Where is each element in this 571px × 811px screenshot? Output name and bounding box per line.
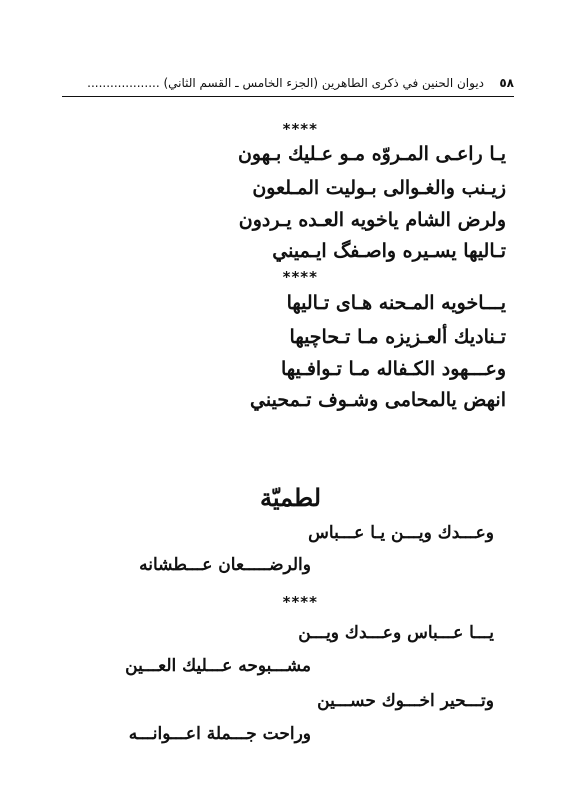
verse-line: تـناديك ألعـزيزه مـا تـحاچيها xyxy=(289,326,506,348)
verse-line: وتـــحير اخـــوك حســـين xyxy=(317,691,494,711)
verse-line: زيـنب والغـوالى بـوليت المـلعون xyxy=(252,177,506,199)
page-number: ٥٨ xyxy=(499,76,514,90)
page-header xyxy=(62,70,514,96)
header-rule xyxy=(62,96,514,97)
verse-line: وراحت جـــملة اعـــوانـــه xyxy=(128,724,311,744)
stanza-separator: **** xyxy=(282,268,318,286)
verse-line: وعـــهود الكـفاله مـا تـوافـيها xyxy=(280,358,506,380)
verse-line: يـــاخويه المـحنه هـاى تـاليها xyxy=(286,292,506,314)
running-title: ديوان الحنين في ذكرى الطاهرين (الجزء الخامس ـ القسم الثاني) ................... xyxy=(87,76,484,90)
verse-line: يـا راعـى المـروّه مـو عـليك بـهون xyxy=(237,143,506,165)
stanza-separator: **** xyxy=(282,120,318,138)
verse-line: يـــا عـــباس وعـــدك ويـــن xyxy=(298,623,494,643)
verse-line: والرضـــــعان عـــطشانه xyxy=(139,555,311,575)
stanza-separator: **** xyxy=(282,593,318,611)
verse-line: انهض يالمحامى وشـوف تـمحيني xyxy=(250,389,506,411)
verse-line: تـاليها يسـيره واصـفگ ايـميني xyxy=(272,240,506,262)
verse-line: مشـــبوحه عـــليك العـــين xyxy=(125,656,311,676)
section-title: لطميّة xyxy=(260,483,321,512)
verse-line: وعـــدك ويـــن يـا عـــباس xyxy=(308,523,494,543)
verse-line: ولرض الشام ياخويه العـده يـردون xyxy=(238,209,506,231)
